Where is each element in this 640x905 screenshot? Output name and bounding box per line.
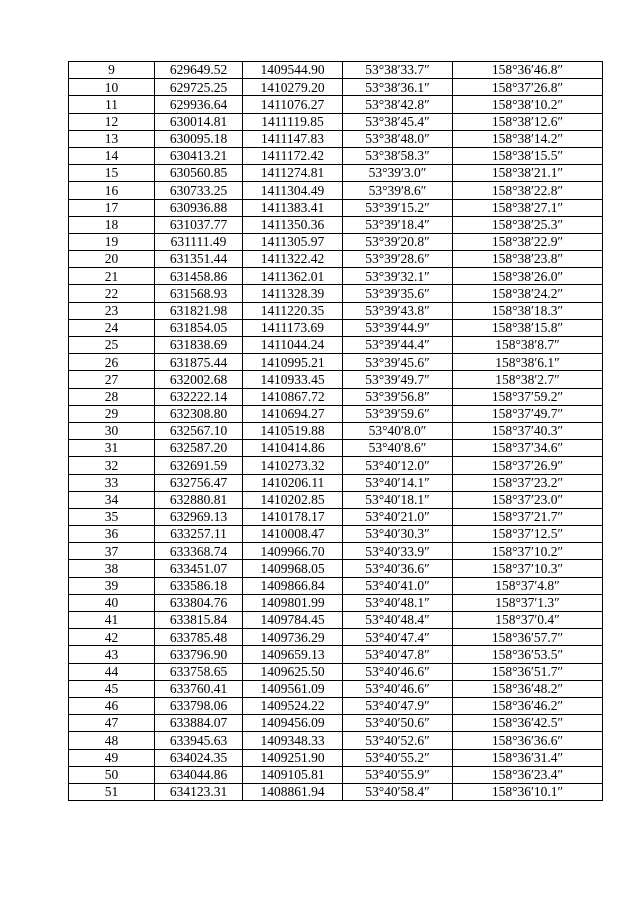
longitude-cell: 158°38′15.5″ [453,147,603,164]
table-row [69,422,603,439]
table-row [69,629,603,646]
y-coordinate-cell: 1409866.84 [243,577,343,594]
x-coordinate-cell: 632308.80 [155,405,243,422]
point-number-cell: 19 [69,233,155,250]
table-row [69,319,603,336]
longitude-cell: 158°37′12.5″ [453,526,603,543]
x-coordinate-cell: 633884.07 [155,715,243,732]
point-number-cell: 37 [69,543,155,560]
y-coordinate-cell: 1410008.47 [243,526,343,543]
longitude-cell: 158°36′23.4″ [453,766,603,783]
latitude-cell: 53°40′46.6″ [343,680,453,697]
x-coordinate-cell: 634123.31 [155,783,243,800]
point-number-cell: 14 [69,147,155,164]
latitude-cell: 53°40′8.6″ [343,440,453,457]
longitude-cell: 158°37′4.8″ [453,577,603,594]
table-row [69,697,603,714]
latitude-cell: 53°40′55.2″ [343,749,453,766]
x-coordinate-cell: 630936.88 [155,199,243,216]
x-coordinate-cell: 633796.90 [155,646,243,663]
latitude-cell: 53°40′12.0″ [343,457,453,474]
x-coordinate-cell: 632756.47 [155,474,243,491]
latitude-cell: 53°40′8.0″ [343,422,453,439]
table-row [69,79,603,96]
point-number-cell: 29 [69,405,155,422]
y-coordinate-cell: 1411328.39 [243,285,343,302]
latitude-cell: 53°39′15.2″ [343,199,453,216]
latitude-cell: 53°39′28.6″ [343,251,453,268]
point-number-cell: 18 [69,216,155,233]
x-coordinate-cell: 631854.05 [155,319,243,336]
longitude-cell: 158°38′2.7″ [453,371,603,388]
point-number-cell: 9 [69,62,155,79]
point-number-cell: 25 [69,337,155,354]
point-number-cell: 44 [69,663,155,680]
x-coordinate-cell: 633760.41 [155,680,243,697]
point-number-cell: 43 [69,646,155,663]
coordinate-table-body [69,62,603,801]
longitude-cell: 158°37′23.0″ [453,491,603,508]
x-coordinate-cell: 630014.81 [155,113,243,130]
y-coordinate-cell: 1410206.11 [243,474,343,491]
table-row [69,577,603,594]
point-number-cell: 36 [69,526,155,543]
y-coordinate-cell: 1411172.42 [243,147,343,164]
x-coordinate-cell: 632567.10 [155,422,243,439]
y-coordinate-cell: 1409966.70 [243,543,343,560]
y-coordinate-cell: 1411220.35 [243,302,343,319]
x-coordinate-cell: 632969.13 [155,508,243,525]
y-coordinate-cell: 1411076.27 [243,96,343,113]
x-coordinate-cell: 634044.86 [155,766,243,783]
longitude-cell: 158°37′1.3″ [453,594,603,611]
x-coordinate-cell: 633451.07 [155,560,243,577]
point-number-cell: 48 [69,732,155,749]
longitude-cell: 158°36′46.8″ [453,62,603,79]
point-number-cell: 24 [69,319,155,336]
longitude-cell: 158°37′49.7″ [453,405,603,422]
longitude-cell: 158°36′10.1″ [453,783,603,800]
table-row [69,62,603,79]
point-number-cell: 35 [69,508,155,525]
point-number-cell: 30 [69,422,155,439]
point-number-cell: 23 [69,302,155,319]
y-coordinate-cell: 1410178.17 [243,508,343,525]
x-coordinate-cell: 632222.14 [155,388,243,405]
point-number-cell: 33 [69,474,155,491]
latitude-cell: 53°39′59.6″ [343,405,453,422]
table-row [69,663,603,680]
latitude-cell: 53°38′45.4″ [343,113,453,130]
latitude-cell: 53°40′48.4″ [343,612,453,629]
x-coordinate-cell: 631568.93 [155,285,243,302]
latitude-cell: 53°40′47.4″ [343,629,453,646]
point-number-cell: 17 [69,199,155,216]
x-coordinate-cell: 629649.52 [155,62,243,79]
table-row [69,96,603,113]
table-row [69,165,603,182]
y-coordinate-cell: 1411322.42 [243,251,343,268]
point-number-cell: 38 [69,560,155,577]
table-row [69,508,603,525]
longitude-cell: 158°38′25.3″ [453,216,603,233]
y-coordinate-cell: 1410279.20 [243,79,343,96]
x-coordinate-cell: 630413.21 [155,147,243,164]
y-coordinate-cell: 1410694.27 [243,405,343,422]
y-coordinate-cell: 1410414.86 [243,440,343,457]
latitude-cell: 53°38′36.1″ [343,79,453,96]
table-row [69,285,603,302]
x-coordinate-cell: 633804.76 [155,594,243,611]
x-coordinate-cell: 631875.44 [155,354,243,371]
y-coordinate-cell: 1409659.13 [243,646,343,663]
point-number-cell: 12 [69,113,155,130]
longitude-cell: 158°37′23.2″ [453,474,603,491]
y-coordinate-cell: 1409524.22 [243,697,343,714]
longitude-cell: 158°37′21.7″ [453,508,603,525]
x-coordinate-cell: 629725.25 [155,79,243,96]
x-coordinate-cell: 630560.85 [155,165,243,182]
x-coordinate-cell: 631458.86 [155,268,243,285]
x-coordinate-cell: 633758.65 [155,663,243,680]
y-coordinate-cell: 1409625.50 [243,663,343,680]
latitude-cell: 53°39′32.1″ [343,268,453,285]
latitude-cell: 53°39′35.6″ [343,285,453,302]
longitude-cell: 158°37′0.4″ [453,612,603,629]
table-row [69,680,603,697]
point-number-cell: 50 [69,766,155,783]
x-coordinate-cell: 631838.69 [155,337,243,354]
longitude-cell: 158°37′10.3″ [453,560,603,577]
table-row [69,543,603,560]
x-coordinate-cell: 633815.84 [155,612,243,629]
latitude-cell: 53°38′58.3″ [343,147,453,164]
table-row [69,268,603,285]
y-coordinate-cell: 1411362.01 [243,268,343,285]
latitude-cell: 53°39′18.4″ [343,216,453,233]
y-coordinate-cell: 1409105.81 [243,766,343,783]
latitude-cell: 53°38′48.0″ [343,130,453,147]
table-row [69,354,603,371]
latitude-cell: 53°38′33.7″ [343,62,453,79]
longitude-cell: 158°38′26.0″ [453,268,603,285]
latitude-cell: 53°39′45.6″ [343,354,453,371]
longitude-cell: 158°37′10.2″ [453,543,603,560]
x-coordinate-cell: 634024.35 [155,749,243,766]
x-coordinate-cell: 633945.63 [155,732,243,749]
y-coordinate-cell: 1411173.69 [243,319,343,336]
table-row [69,749,603,766]
x-coordinate-cell: 633257.11 [155,526,243,543]
x-coordinate-cell: 631111.49 [155,233,243,250]
point-number-cell: 49 [69,749,155,766]
longitude-cell: 158°37′26.9″ [453,457,603,474]
longitude-cell: 158°38′6.1″ [453,354,603,371]
point-number-cell: 42 [69,629,155,646]
point-number-cell: 31 [69,440,155,457]
latitude-cell: 53°40′21.0″ [343,508,453,525]
y-coordinate-cell: 1409251.90 [243,749,343,766]
longitude-cell: 158°38′22.9″ [453,233,603,250]
latitude-cell: 53°39′8.6″ [343,182,453,199]
longitude-cell: 158°38′23.8″ [453,251,603,268]
table-row [69,405,603,422]
x-coordinate-cell: 633368.74 [155,543,243,560]
coordinate-table [68,61,603,801]
y-coordinate-cell: 1411383.41 [243,199,343,216]
y-coordinate-cell: 1409736.29 [243,629,343,646]
longitude-cell: 158°38′14.2″ [453,130,603,147]
longitude-cell: 158°38′18.3″ [453,302,603,319]
y-coordinate-cell: 1411304.49 [243,182,343,199]
longitude-cell: 158°38′21.1″ [453,165,603,182]
table-row [69,594,603,611]
x-coordinate-cell: 631351.44 [155,251,243,268]
longitude-cell: 158°36′57.7″ [453,629,603,646]
point-number-cell: 28 [69,388,155,405]
x-coordinate-cell: 632587.20 [155,440,243,457]
x-coordinate-cell: 633785.48 [155,629,243,646]
table-row [69,612,603,629]
latitude-cell: 53°40′55.9″ [343,766,453,783]
latitude-cell: 53°40′30.3″ [343,526,453,543]
point-number-cell: 34 [69,491,155,508]
y-coordinate-cell: 1409561.09 [243,680,343,697]
latitude-cell: 53°39′49.7″ [343,371,453,388]
x-coordinate-cell: 632691.59 [155,457,243,474]
latitude-cell: 53°40′18.1″ [343,491,453,508]
latitude-cell: 53°40′50.6″ [343,715,453,732]
latitude-cell: 53°40′47.9″ [343,697,453,714]
longitude-cell: 158°38′10.2″ [453,96,603,113]
table-row [69,457,603,474]
table-row [69,766,603,783]
point-number-cell: 20 [69,251,155,268]
table-row [69,491,603,508]
table-row [69,526,603,543]
x-coordinate-cell: 630095.18 [155,130,243,147]
point-number-cell: 27 [69,371,155,388]
y-coordinate-cell: 1411274.81 [243,165,343,182]
point-number-cell: 39 [69,577,155,594]
latitude-cell: 53°40′48.1″ [343,594,453,611]
x-coordinate-cell: 632002.68 [155,371,243,388]
y-coordinate-cell: 1409456.09 [243,715,343,732]
x-coordinate-cell: 631821.98 [155,302,243,319]
latitude-cell: 53°40′46.6″ [343,663,453,680]
longitude-cell: 158°38′24.2″ [453,285,603,302]
point-number-cell: 40 [69,594,155,611]
point-number-cell: 26 [69,354,155,371]
point-number-cell: 16 [69,182,155,199]
y-coordinate-cell: 1411350.36 [243,216,343,233]
latitude-cell: 53°39′20.8″ [343,233,453,250]
table-row [69,302,603,319]
latitude-cell: 53°40′36.6″ [343,560,453,577]
point-number-cell: 45 [69,680,155,697]
point-number-cell: 22 [69,285,155,302]
table-row [69,646,603,663]
longitude-cell: 158°37′40.3″ [453,422,603,439]
y-coordinate-cell: 1409801.99 [243,594,343,611]
y-coordinate-cell: 1411119.85 [243,113,343,130]
y-coordinate-cell: 1409968.05 [243,560,343,577]
table-row [69,732,603,749]
table-row [69,251,603,268]
table-row [69,182,603,199]
point-number-cell: 46 [69,697,155,714]
longitude-cell: 158°37′26.8″ [453,79,603,96]
longitude-cell: 158°36′31.4″ [453,749,603,766]
x-coordinate-cell: 631037.77 [155,216,243,233]
longitude-cell: 158°38′27.1″ [453,199,603,216]
longitude-cell: 158°36′51.7″ [453,663,603,680]
point-number-cell: 11 [69,96,155,113]
point-number-cell: 21 [69,268,155,285]
y-coordinate-cell: 1410519.88 [243,422,343,439]
table-row [69,147,603,164]
y-coordinate-cell: 1409784.45 [243,612,343,629]
longitude-cell: 158°36′36.6″ [453,732,603,749]
latitude-cell: 53°40′47.8″ [343,646,453,663]
point-number-cell: 51 [69,783,155,800]
latitude-cell: 53°39′56.8″ [343,388,453,405]
longitude-cell: 158°37′34.6″ [453,440,603,457]
x-coordinate-cell: 630733.25 [155,182,243,199]
y-coordinate-cell: 1409348.33 [243,732,343,749]
latitude-cell: 53°40′58.4″ [343,783,453,800]
table-row [69,233,603,250]
y-coordinate-cell: 1410273.32 [243,457,343,474]
y-coordinate-cell: 1410867.72 [243,388,343,405]
table-row [69,371,603,388]
y-coordinate-cell: 1411044.24 [243,337,343,354]
y-coordinate-cell: 1410995.21 [243,354,343,371]
longitude-cell: 158°37′59.2″ [453,388,603,405]
table-row [69,130,603,147]
point-number-cell: 32 [69,457,155,474]
x-coordinate-cell: 633586.18 [155,577,243,594]
table-row [69,388,603,405]
x-coordinate-cell: 633798.06 [155,697,243,714]
y-coordinate-cell: 1411147.83 [243,130,343,147]
longitude-cell: 158°36′48.2″ [453,680,603,697]
latitude-cell: 53°40′41.0″ [343,577,453,594]
y-coordinate-cell: 1411305.97 [243,233,343,250]
table-row [69,440,603,457]
longitude-cell: 158°38′8.7″ [453,337,603,354]
table-row [69,113,603,130]
point-number-cell: 47 [69,715,155,732]
point-number-cell: 41 [69,612,155,629]
y-coordinate-cell: 1408861.94 [243,783,343,800]
y-coordinate-cell: 1410202.85 [243,491,343,508]
longitude-cell: 158°38′12.6″ [453,113,603,130]
longitude-cell: 158°36′46.2″ [453,697,603,714]
x-coordinate-cell: 629936.64 [155,96,243,113]
latitude-cell: 53°39′44.9″ [343,319,453,336]
point-number-cell: 10 [69,79,155,96]
table-row [69,337,603,354]
latitude-cell: 53°39′44.4″ [343,337,453,354]
table-row [69,216,603,233]
table-row [69,560,603,577]
latitude-cell: 53°40′33.9″ [343,543,453,560]
table-row [69,474,603,491]
point-number-cell: 13 [69,130,155,147]
longitude-cell: 158°38′22.8″ [453,182,603,199]
latitude-cell: 53°38′42.8″ [343,96,453,113]
y-coordinate-cell: 1410933.45 [243,371,343,388]
latitude-cell: 53°39′3.0″ [343,165,453,182]
table-row [69,783,603,800]
longitude-cell: 158°36′42.5″ [453,715,603,732]
x-coordinate-cell: 632880.81 [155,491,243,508]
longitude-cell: 158°36′53.5″ [453,646,603,663]
point-number-cell: 15 [69,165,155,182]
latitude-cell: 53°39′43.8″ [343,302,453,319]
latitude-cell: 53°40′52.6″ [343,732,453,749]
longitude-cell: 158°38′15.8″ [453,319,603,336]
y-coordinate-cell: 1409544.90 [243,62,343,79]
table-row [69,199,603,216]
table-row [69,715,603,732]
latitude-cell: 53°40′14.1″ [343,474,453,491]
